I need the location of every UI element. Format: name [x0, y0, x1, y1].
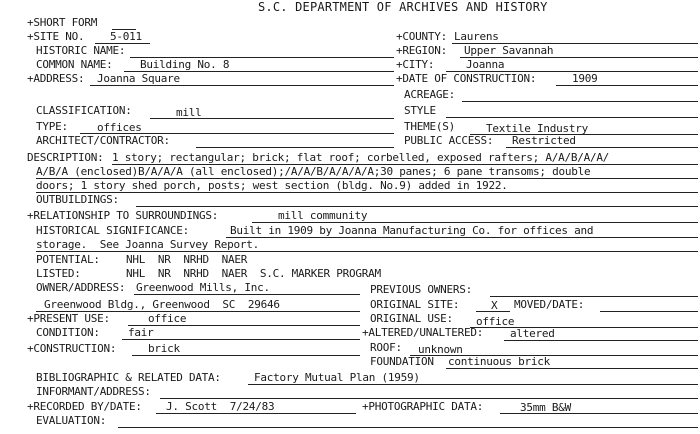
theme-underline: [470, 134, 698, 135]
region-value: Upper Savannah: [464, 44, 554, 57]
condition-label: CONDITION:: [36, 326, 100, 339]
classification-value: mill: [176, 106, 202, 119]
theme-value: Textile Industry: [486, 122, 588, 135]
bibliography-value: Factory Mutual Plan (1959): [254, 371, 420, 384]
county-value: Laurens: [454, 30, 499, 43]
foundation-label: FOUNDATION: [370, 355, 434, 368]
historic-name-label: HISTORIC NAME:: [36, 44, 126, 57]
page-title: S.C. DEPARTMENT OF ARCHIVES AND HISTORY: [258, 0, 548, 14]
owner-line-1: Greenwood Mills, Inc.: [136, 281, 270, 294]
acreage-underline: [462, 101, 698, 102]
listed-label: LISTED:: [36, 267, 81, 280]
outbuildings-underline: [136, 206, 698, 207]
site-no-label: +SITE NO.: [27, 30, 85, 43]
address-underline: [90, 85, 394, 86]
present-use-value: office: [148, 312, 187, 325]
evaluation-underline: [118, 427, 698, 428]
foundation-value: continuous brick: [448, 355, 550, 368]
original-site-label: ORIGINAL SITE:: [370, 298, 460, 311]
significance-underline-1: [226, 237, 698, 238]
style-underline: [446, 117, 698, 118]
bibliography-underline: [248, 384, 698, 385]
roof-value: unknown: [418, 343, 463, 356]
city-label: +CITY:: [396, 58, 435, 71]
description-line-3: doors; 1 story shed porch, posts; west section (bldg. No.9) added in 1922.: [36, 179, 508, 192]
date-value: 1909: [572, 72, 598, 85]
moved-date-underline: [600, 311, 698, 312]
acreage-label: ACREAGE:: [404, 88, 455, 101]
bibliography-label: BIBLIOGRAPHIC & RELATED DATA:: [36, 371, 221, 384]
theme-label: THEME(S): [404, 120, 455, 133]
construction-value: brick: [148, 342, 180, 355]
moved-date-label: MOVED/DATE:: [514, 298, 585, 311]
significance-line-1: Built in 1909 by Joanna Manufacturing Co. for offices and: [230, 224, 594, 237]
altered-value: altered: [510, 327, 555, 340]
present-use-underline: [128, 325, 360, 326]
original-site-underline: [476, 311, 510, 312]
type-value: offices: [97, 121, 142, 134]
short-form-label: +SHORT FORM: [27, 16, 98, 29]
construction-label: +CONSTRUCTION:: [27, 342, 117, 355]
date-label: +DATE OF CONSTRUCTION:: [396, 72, 537, 85]
potential-label: POTENTIAL:: [36, 253, 100, 266]
original-use-value: office: [476, 315, 515, 328]
recorded-value: J. Scott 7/24/83: [166, 400, 275, 413]
site-no-value: 5-011: [110, 30, 142, 43]
owner-line-2: Greenwood Bldg., Greenwood SC 29646: [44, 298, 280, 311]
date-underline: [556, 85, 698, 86]
description-line-2: A/B/A (enclosed)B/A/A/A (all enclosed);/A/A/B/A/A/A/A;30 panes; 6 pane transoms; double: [36, 165, 591, 178]
evaluation-label: EVALUATION:: [36, 414, 107, 427]
description-label: DESCRIPTION:: [27, 151, 104, 164]
previous-owners-underline: [490, 296, 698, 297]
present-use-label: +PRESENT USE:: [27, 312, 110, 325]
significance-line-2: storage. See Joanna Survey Report.: [36, 238, 260, 251]
classification-label: CLASSIFICATION:: [36, 104, 132, 117]
foundation-underline: [446, 368, 698, 369]
description-underline-3: [36, 192, 698, 193]
description-line-1: 1 story; rectangular; brick; flat roof; corbelled, exposed rafters; A/A/B/A/A/: [112, 151, 610, 164]
photographic-underline: [500, 413, 698, 414]
roof-label: ROOF:: [370, 341, 402, 354]
informant-underline: [160, 398, 698, 399]
original-use-underline: [470, 327, 698, 328]
original-site-mark: X: [491, 299, 498, 312]
owner-underline-1: [134, 294, 360, 295]
relationship-label: +RELATIONSHIP TO SURROUNDINGS:: [27, 209, 219, 222]
owner-label: OWNER/ADDRESS:: [36, 281, 126, 294]
address-value: Joanna Square: [97, 72, 180, 85]
type-label: TYPE:: [36, 120, 68, 133]
relationship-value: mill community: [278, 209, 368, 222]
address-label: +ADDRESS:: [27, 72, 85, 85]
altered-underline: [504, 340, 698, 341]
photographic-value: 35mm B&W: [520, 401, 571, 414]
recorded-label: +RECORDED BY/DATE:: [27, 400, 142, 413]
significance-label: HISTORICAL SIGNIFICANCE:: [36, 224, 189, 237]
informant-label: INFORMANT/ADDRESS:: [36, 385, 151, 398]
original-use-label: ORIGINAL USE:: [370, 312, 453, 325]
city-value: Joanna: [466, 58, 505, 71]
outbuildings-label: OUTBUILDINGS:: [36, 193, 119, 206]
county-label: +COUNTY:: [396, 30, 447, 43]
public-access-label: PUBLIC ACCESS:: [404, 134, 494, 147]
architect-underline: [196, 147, 394, 148]
common-name-label: COMMON NAME:: [36, 58, 113, 71]
public-access-value: Restricted: [512, 134, 576, 147]
region-label: +REGION:: [396, 44, 447, 57]
photographic-label: +PHOTOGRAPHIC DATA:: [362, 400, 484, 413]
condition-value: fair: [128, 326, 154, 339]
style-label: STYLE: [404, 104, 436, 117]
previous-owners-label: PREVIOUS OWNERS:: [370, 283, 472, 296]
altered-label: +ALTERED/UNALTERED:: [362, 326, 484, 339]
relationship-underline: [252, 222, 698, 223]
recorded-underline: [156, 413, 356, 414]
public-access-underline: [506, 147, 698, 148]
listed-options: NHL NR NRHD NAER S.C. MARKER PROGRAM: [126, 267, 381, 280]
potential-options: NHL NR NRHD NAER: [126, 253, 248, 266]
architect-label: ARCHITECT/CONTRACTOR:: [36, 134, 170, 147]
significance-underline-2: [36, 251, 698, 252]
common-name-value: Building No. 8: [140, 58, 230, 71]
construction-underline: [132, 355, 360, 356]
classification-underline: [150, 118, 394, 119]
condition-underline: [122, 339, 360, 340]
